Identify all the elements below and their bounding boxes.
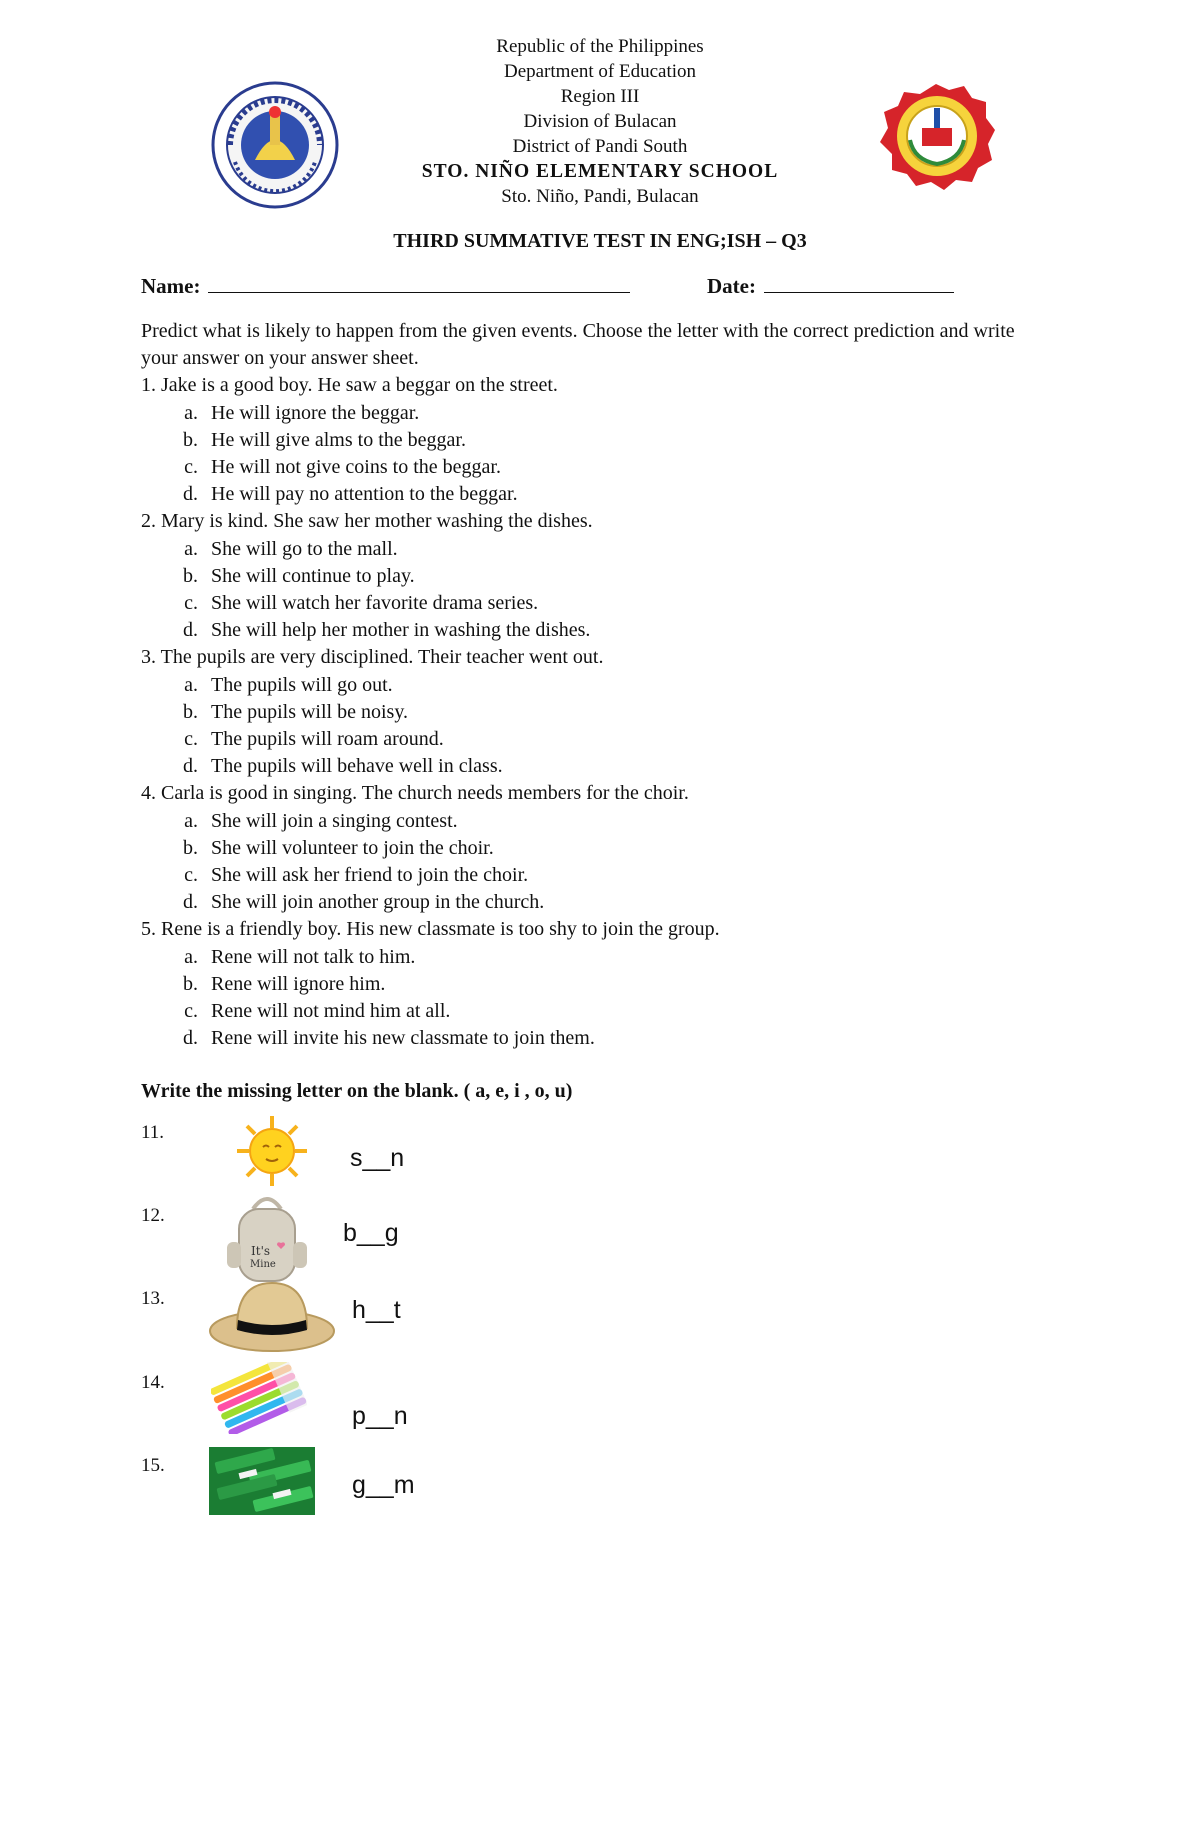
school-address: Sto. Niño, Pandi, Bulacan (501, 186, 699, 207)
instructions: Predict what is likely to happen from the given events. Choose the letter with the correct prediction and write your answer on your answer sheet. (141, 320, 1015, 370)
name-label: Name: (141, 274, 201, 298)
option: b. Rene will ignore him. (183, 972, 386, 995)
options-2 (141, 536, 1021, 645)
header-line-3: Region III (560, 86, 640, 107)
option: a. She will go to the mall. (184, 537, 398, 560)
item-number: 15. (141, 1455, 165, 1476)
missing-letter-word: b__g (343, 1219, 399, 1247)
header-line-2: Department of Education (503, 61, 697, 82)
option: d. She will help her mother in washing the dishes. (183, 619, 591, 642)
option: a. She will join a singing contest. (184, 809, 458, 832)
sun-icon (235, 1114, 309, 1193)
option: a. Rene will not talk to him. (184, 945, 416, 968)
date-blank[interactable] (764, 272, 954, 293)
option: b. She will volunteer to join the choir. (183, 836, 494, 859)
header-line-5: District of Pandi South (512, 136, 688, 157)
option: b. The pupils will be noisy. (183, 700, 409, 723)
school-header (0, 34, 1200, 209)
option: d. The pupils will behave well in class. (183, 755, 503, 778)
gum-icon (209, 1447, 315, 1520)
name-field (141, 272, 630, 299)
option: b. She will continue to play. (183, 564, 415, 587)
date-label: Date: (707, 274, 756, 298)
item-12 (141, 1205, 641, 1285)
item-number: 11. (141, 1122, 165, 1143)
option: c. Rene will not mind him at all. (184, 1000, 451, 1023)
item-13 (141, 1288, 641, 1368)
date-field (707, 272, 954, 299)
options-5 (141, 944, 1021, 1053)
test-title: THIRD SUMMATIVE TEST IN ENG;ISH – Q3 (393, 230, 807, 252)
school-name: STO. NIÑO ELEMENTARY SCHOOL (421, 161, 779, 182)
header-line-4: Division of Bulacan (523, 111, 677, 132)
option: c. He will not give coins to the beggar. (184, 456, 501, 479)
item-15 (141, 1455, 641, 1535)
question-1: 1. Jake is a good boy. He saw a beggar on the street. (141, 374, 558, 397)
missing-letter-word: h__t (352, 1296, 401, 1324)
question-2: 2. Mary is kind. She saw her mother washing the dishes. (141, 510, 593, 533)
option: b. He will give alms to the beggar. (183, 428, 466, 451)
svg-text:It's: It's (251, 1244, 271, 1258)
option: a. He will ignore the beggar. (184, 401, 420, 424)
question-5: 5. Rene is a friendly boy. His new classmate is too shy to join the group. (141, 918, 720, 941)
option: d. He will pay no attention to the beggar. (183, 483, 518, 506)
hat-icon (207, 1276, 337, 1363)
options-3 (141, 672, 1021, 781)
item-14 (141, 1372, 641, 1452)
svg-text:Mine: Mine (250, 1259, 276, 1270)
name-blank[interactable] (208, 272, 630, 293)
pen-icon (211, 1362, 307, 1439)
options-4 (141, 808, 1021, 917)
item-number: 12. (141, 1205, 165, 1226)
missing-letter-word: s__n (350, 1144, 405, 1172)
question-3: 3. The pupils are very disciplined. Their teacher went out. (141, 646, 604, 669)
options-1 (141, 400, 1021, 509)
missing-letter-word: p__n (352, 1402, 408, 1430)
option: c. The pupils will roam around. (184, 728, 444, 751)
section2-title: Write the missing letter on the blank. ( a, e, i , o, u) (141, 1080, 573, 1102)
question-4: 4. Carla is good in singing. The church needs members for the choir. (141, 782, 689, 805)
missing-letter-word: g__m (352, 1471, 415, 1499)
item-11 (141, 1122, 641, 1202)
questions-section (141, 318, 1021, 1052)
option: c. She will watch her favorite drama series. (184, 592, 539, 615)
item-number: 14. (141, 1372, 165, 1393)
option: d. Rene will invite his new classmate to join them. (183, 1027, 595, 1050)
option: a. The pupils will go out. (184, 673, 393, 696)
header-line-1: Republic of the Philippines (496, 36, 704, 57)
option: d. She will join another group in the church. (183, 891, 545, 914)
item-number: 13. (141, 1288, 165, 1309)
option: c. She will ask her friend to join the choir. (184, 864, 529, 887)
